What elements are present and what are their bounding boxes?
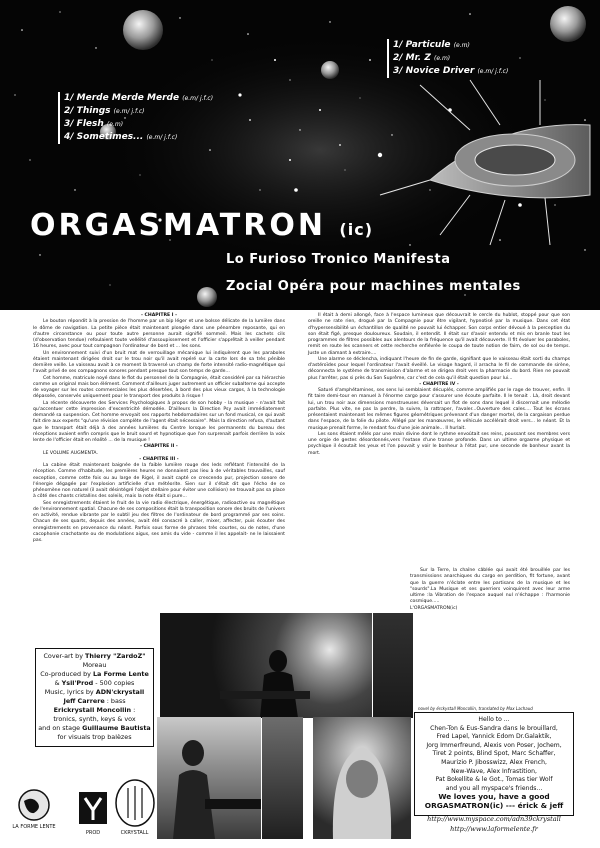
credit-line: Cover-art by Thierry "ZardoZ" Moreau [43, 652, 146, 669]
album-title: ORGASMATRON (ic) [30, 208, 374, 243]
paragraph: LE VOLUME AUGMENTA. [43, 450, 98, 456]
la-forme-lente-logo: LA FORME LENTE [10, 788, 58, 830]
paragraph: Cet homme, matricule noyé dans le flot du personnel de la Compagnie, était considéré par sa hiérarchie comme un original mais bon élément. Comment d'ailleurs juger autrement un officier subalterne qui accepte de voyager sur les routes commerciales les plus désertées, à bord des plus vieux cargos, à la technologie dépassée, conservés uniquement pour le transport des produits à risque ! [33, 375, 285, 400]
paragraph: Une alarme se déclencha, indiquant l'heure de fin de garde, signifiant que le vaisseau était sorti du champs d'astéroïdes pour lequel l'ordinateur l'avait éveillé. Le visage hagard, il arracha le fil de commande de sirène, déconnecta le système de transmission d'alarme et se dirigea droit vers la pharmacie du bord. Rien ne pouvait plus l'arrêter, pas si près du Son Suprême, car c'est de cela qu'il était question pour lui... [308, 356, 570, 381]
paragraph: Ses enregistrements étaient le fruit de la vie radio électrique, énergétique, radioactive ou magnétique de l'environnement spatial. Chacune de ses compositions était la transposition sonore des bruits de l'univers en activité, rendue vibrante par le subtil jeu des filtres de l'ordinateur de bord programmé par ses soins. Chacun de ses quarts, depuis des années, avait été consacré à caller, mixer, affecter, puis écouter des enregistrements en provenance du néant. Parfois sous forme de phrases très courtes, ou de notes, d'une cacophonie crachotante ou de modulations aigus, ses amis du vide - comme il les appelait- ne le laissaient pas. [33, 500, 285, 543]
portrait-silhouette [313, 717, 411, 839]
adn-ckrystall-logo: CKRYSTALL [113, 778, 156, 836]
cover-artwork [0, 0, 600, 310]
track-item: 3/ Flesh (e.m) [64, 119, 124, 129]
greeting-line: Hello to ... [478, 716, 510, 723]
paragraph: Il était à demi allongé, face à l'espace lumineux que découvrait le cercle du hublot, stoppé pour que son oreille ne rate rien, drogué par la Compagnie pour être vigilant, hypnotisé par la musique. Dans cet état d'hypersensibilité un échantillon de qualité ne pouvait lui échapper. Son corps entier dévoué à la perception du son était figé, presque douloureux. Soudain, il entendit. Il était sur d'avoir entendu et mis en branle tout les programmes de filtres possibles aux alentours de la fréquence qu'il avait découverte. Il fit évoluer les paraboles, remit en route les scanners et cette recherche enfiévrée le coupa de toute notion de faim, de sol ou de temps. Juste un diamant à extraire.... [308, 313, 570, 356]
subtitle-opera: Zocial Opéra pour machines mentales [226, 279, 521, 294]
credit-line: Erickrystall Moncollin : [53, 706, 136, 714]
story-ending: L'ORGASMATRON(ic) [410, 605, 458, 611]
story-column-left [33, 313, 285, 544]
photo-portrait-hood [313, 717, 411, 839]
chapter-heading: - CHAPITRE IV - [419, 381, 459, 387]
track-item: 2/ Things (e.m/ j.f.c) [64, 106, 145, 116]
credit-line: Jeff Carrere : bass [63, 697, 126, 705]
photo-musician-keys [157, 717, 261, 839]
laformelente-link[interactable]: http://www.laformelente.fr [450, 825, 538, 833]
planet-top [123, 10, 163, 50]
planet-bottom [197, 287, 217, 307]
track-item: 1/ Merde Merde Merde (e.m/ j.f.c) [64, 93, 214, 103]
credit-line: for visuals trop balèzes [57, 733, 132, 741]
credit-line: tronics, synth, keys & vox [53, 715, 136, 723]
track-item: 4/ Sometimes... (e.m/ j.f.c) [64, 132, 178, 142]
track-item: 3/ Novice Driver (e.m/ j.f.c) [393, 66, 509, 76]
greetings-box [414, 712, 574, 816]
credit-line: and on stage Guillaume Bautista [38, 724, 151, 732]
paragraph: Sur la Terre, la chaîne câblée qui avait été brouillée par les transmissions anarchiques du cargo en perdition, fit fortune, avant que la guerre n'éclate entre les partisans de la musique et les "sourds".La Musique et ses guerriers voinquirent avec leur arme ultime :la Vibration de l'espace auquel nul n'échappe : l'harmonie cosmique..... [410, 568, 570, 605]
track-item: 2/ Mr. Z (e.m) [393, 53, 451, 63]
greeting-line: Jorg Immerfreund, Alexis von Poser, Jochem, [426, 741, 562, 749]
greeting-line: Tiret 2 points, Blind Spot, Marc Schaffer, [432, 750, 556, 758]
greeting-line: Maurizio P. Jibosswizz, Alex French, [441, 758, 547, 766]
photo-stage-side [373, 613, 413, 718]
greeting-line: Pat Bokellite & le Got., Tomas tier Wolf [435, 776, 553, 784]
tracklist-right [387, 39, 508, 78]
performer-silhouette [160, 613, 372, 718]
credit-line: Music, lyrics by ADN'ckrystall [44, 688, 145, 696]
ysil-icon [76, 788, 110, 828]
track-item: 1/ Particule (e.m) [393, 40, 470, 50]
photo-live-stage [160, 613, 372, 718]
greeting-signature: ORGASMATRON(ic) --- érick & jeff [424, 800, 564, 810]
novel-credit: novel by érckystall Moncollin, translated by Max Lachaud [418, 706, 533, 711]
globe-icon [17, 788, 51, 822]
paragraph: La cabine était maintenant baignée de la faible lumière rouge des leds reflétant l'intensité de la réception. Comme d'habitude, les premières heures ne donnaient pas lieu à de véritables trouvailles, sauf exception, comme cette fois ou au large de Rigel, il avait capté ce crescendo pur, projection sonore de l'énergie dégagée par l'explosion artificielle d'un météorite. Sien sur il s'était dit que l'écho de ce phénomène non naturel (il avait désintégré l'objet stellaire pour éviter une collision) ne trouvait pas sa place à côté des chants cristallins des soleils, mais la note était si pure... [33, 463, 285, 500]
credit-line: Co-produced by La Forme Lente [40, 670, 149, 678]
paragraph: Le bouton répondit à la pression de l'homme par un bip léger et une bolsse délicate de la lumière dans le dôme de navigation. La petite pièce était maintenant plongée dans une pénombre reposante, qui en d'autre circonstance ou pour toute autre personne aurait signifié sommeil. Mais les cachets cils (d'observation tendue) refoulaient toute velléité d'assoupissement et l'officier s'apprêtait à veiller pendant 16 heures, avec pour tout compagnon l'ordinateur de bord et ... les sons. [33, 319, 285, 350]
greeting-love: We loves you, have a good [438, 792, 550, 802]
credits-box [35, 648, 154, 747]
chapter-heading: - CHAPITRE II - [140, 444, 178, 450]
tracklist-left [58, 92, 213, 144]
photo-equipment [262, 717, 303, 839]
greeting-line: and you all myspace's friends... [445, 784, 543, 792]
chapter-heading: - CHAPITRE III - [139, 456, 179, 462]
greeting-line: New-Wave, Alex Infrastition, [451, 767, 537, 775]
credit-line: & Ysil'Prod - 500 copies [54, 679, 135, 687]
adn-icon [114, 778, 156, 828]
planet-right [550, 6, 586, 42]
paragraph: Saturé d'amphétamines, ses sens lui semblaient décuplés, comme amplifiés par le rage de trouver, enfin. Il fit taire demi-tour en manuel à l'énorme cargo pour s'assurer une écoute parfaite. Il le tenait . Là, droit devant lui, un trou noir aux dimensions monstrueuses déversait un flot de sons dans lequel il discernait une mélodie parfaite. Plus vite, ne pas la perdre, la suivre, la rattraper, l'avaler...Ouverture des cales.... Tout les écrans présentaient maintenant les mêmes figures géométriques prévenant d'un danger mortel, de la cargaison perdue dans l'espace, de la folie du pilote. Allégé par les manœuvres, le véhicule accélérait droit vers... le néant. Et la musique prenait forme, le rendant fou d'une joie animale... Il hurlait. [308, 388, 570, 431]
story-column-right [308, 313, 570, 457]
chapter-heading: - CHAPITRE I - [141, 313, 177, 318]
web-links [414, 814, 574, 834]
greeting-line: Fred Lapel, Yannick Edom Dr.Galaktik, [436, 733, 552, 741]
paragraph: Un environnement suivi d'un bruit mat de verrouillage mécanique lui indiquèrent que les paraboles étaient maintenant dirigées droit sur le trou noir qu'il avait repéré sur la carte lors de sa très pénible dernière veille. Le vaisseau avait à ce moment là traversé un champ de forte intensité radio-magnétique qui l'avait privé de ses compagnons sonores pendant presque tout son temps de garde... [33, 350, 285, 375]
paragraph: Les sons étaient mêlés par une main divine dont le rythme envoûtait ses reins, poussant ses membres vers une orgie de gestes désordonnés,vers l'extase d'une transe profonde. Dans un ultime orgasme physique et psychique il écoutait les yeux et l'on pouvait y voir le bonheur à l'état pur, une seconde de bonheur avant la mort. [308, 431, 570, 456]
story-column-ending [410, 568, 570, 612]
subtitle-manifesta: Lo Furioso Tronico Manifesta [226, 252, 451, 267]
planet-mid [321, 61, 339, 79]
myspace-link[interactable]: http://www.myspace.com/adn39ckrystall [427, 815, 561, 823]
paragraph: La récente découverte des Services Psychologiques à propos de son hobby - la musique - n'avait fait qu'accentuer cette impression d'excentricité démodée. D'ailleurs la Direction Psy avait immédiatement demandé sa suspension. Cet homme envoyait ses rapports hebdomadaires sur un fond musical, ce qui avait fait dire aux experts "qu'une révision complète de l'agent était nécessaire". Mais la direction refusa, d'autant que le transport était déjà à des années lumières du Centre lorsque les permanents du bureau des réceptions avaient enfin compris que le bruit sourd et hypnotique que l'on surprenait parfois derrière la voix lente de l'officier était en réalité ... de la musique ! [33, 400, 285, 443]
greeting-line: Chen-Ton & Eus-Sandra dans le brouillard, [430, 724, 558, 732]
ysil-prod-logo: PROD [74, 788, 112, 836]
musician-silhouette [157, 717, 261, 839]
